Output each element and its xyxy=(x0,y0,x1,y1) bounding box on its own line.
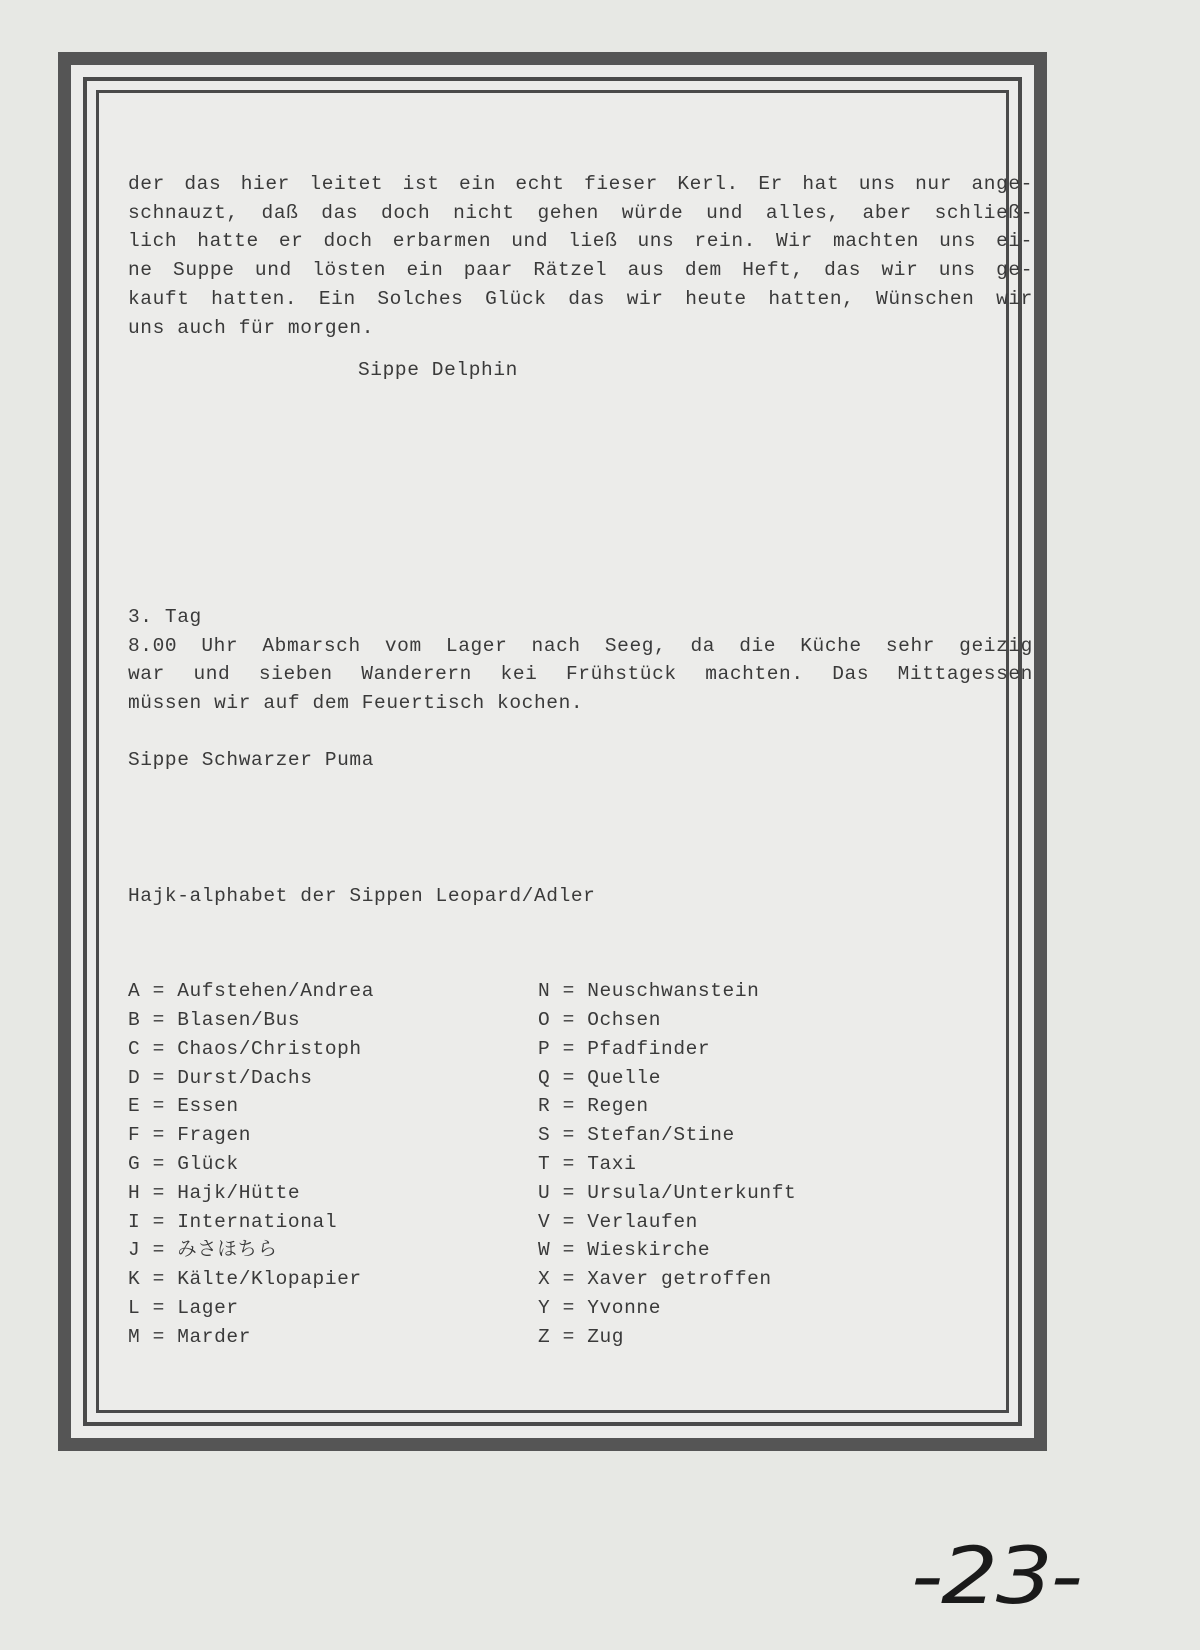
signature-puma: Sippe Schwarzer Puma xyxy=(128,748,375,771)
intro-paragraph xyxy=(128,170,1033,342)
alphabet-entry: S = Stefan/Stine xyxy=(538,1124,735,1147)
alphabet-entry: Z = Zug xyxy=(538,1325,625,1348)
day3-heading: 3. Tag xyxy=(128,605,202,628)
intro-line: kauft hatten. Ein Solches Glück das wir heute hatten, Wünschen wir xyxy=(128,287,1033,310)
day3-line: müssen wir auf dem Feuertisch kochen. xyxy=(128,692,584,715)
alphabet-entry: P = Pfadfinder xyxy=(538,1037,711,1060)
alphabet-entry: C = Chaos/Christoph xyxy=(128,1037,362,1060)
alphabet-entry: N = Neuschwanstein xyxy=(538,980,760,1003)
alphabet-entry: V = Verlaufen xyxy=(538,1210,698,1233)
alphabet-entry: O = Ochsen xyxy=(538,1008,662,1031)
alphabet-entry: B = Blasen/Bus xyxy=(128,1008,301,1031)
alphabet-entry: X = Xaver getroffen xyxy=(538,1268,772,1291)
alphabet-entry: E = Essen xyxy=(128,1095,239,1118)
page-number: -23- xyxy=(911,1532,1082,1622)
signature-delphin: Sippe Delphin xyxy=(358,359,518,382)
alphabet-list xyxy=(128,977,1033,1351)
alphabet-entry: K = Kälte/Klopapier xyxy=(128,1268,362,1291)
day3-paragraph xyxy=(128,632,1033,718)
day3-line: 8.00 Uhr Abmarsch vom Lager nach Seeg, da die Küche sehr geizig xyxy=(128,634,1033,657)
alphabet-entry: W = Wieskirche xyxy=(538,1239,711,1262)
alphabet-column-right xyxy=(538,977,948,1351)
alphabet-entry: G = Glück xyxy=(128,1152,239,1175)
alphabet-entry: F = Fragen xyxy=(128,1124,252,1147)
intro-line: schnauzt, daß das doch nicht gehen würde und alles, aber schließ- xyxy=(128,201,1033,224)
alphabet-entry: M = Marder xyxy=(128,1325,252,1348)
alphabet-entry: J = みさほちら xyxy=(128,1239,278,1262)
alphabet-column-left xyxy=(128,977,538,1351)
intro-line: der das hier leitet ist ein echt fieser Kerl. Er hat uns nur ange- xyxy=(128,173,1033,195)
alphabet-entry: H = Hajk/Hütte xyxy=(128,1181,301,1204)
intro-line: lich hatte er doch erbarmen und ließ uns rein. Wir machten uns ei- xyxy=(128,230,1033,253)
day3-line: war und sieben Wanderern kei Frühstück machten. Das Mittagessen xyxy=(128,663,1033,686)
alphabet-title: Hajk-alphabet der Sippen Leopard/Adler xyxy=(128,885,596,908)
alphabet-entry: U = Ursula/Unterkunft xyxy=(538,1181,797,1204)
day3-section xyxy=(128,603,1033,775)
alphabet-entry: T = Taxi xyxy=(538,1152,637,1175)
alphabet-entry: A = Aufstehen/Andrea xyxy=(128,980,375,1003)
alphabet-entry: R = Regen xyxy=(538,1095,649,1118)
page-content xyxy=(128,170,1033,1352)
alphabet-entry: D = Durst/Dachs xyxy=(128,1066,313,1089)
alphabet-entry: Y = Yvonne xyxy=(538,1296,662,1319)
alphabet-entry: Q = Quelle xyxy=(538,1066,662,1089)
alphabet-entry: I = International xyxy=(128,1210,338,1233)
alphabet-entry: L = Lager xyxy=(128,1296,239,1319)
intro-line: uns auch für morgen. xyxy=(128,316,375,339)
intro-line: ne Suppe und lösten ein paar Rätzel aus dem Heft, das wir uns ge- xyxy=(128,259,1033,282)
